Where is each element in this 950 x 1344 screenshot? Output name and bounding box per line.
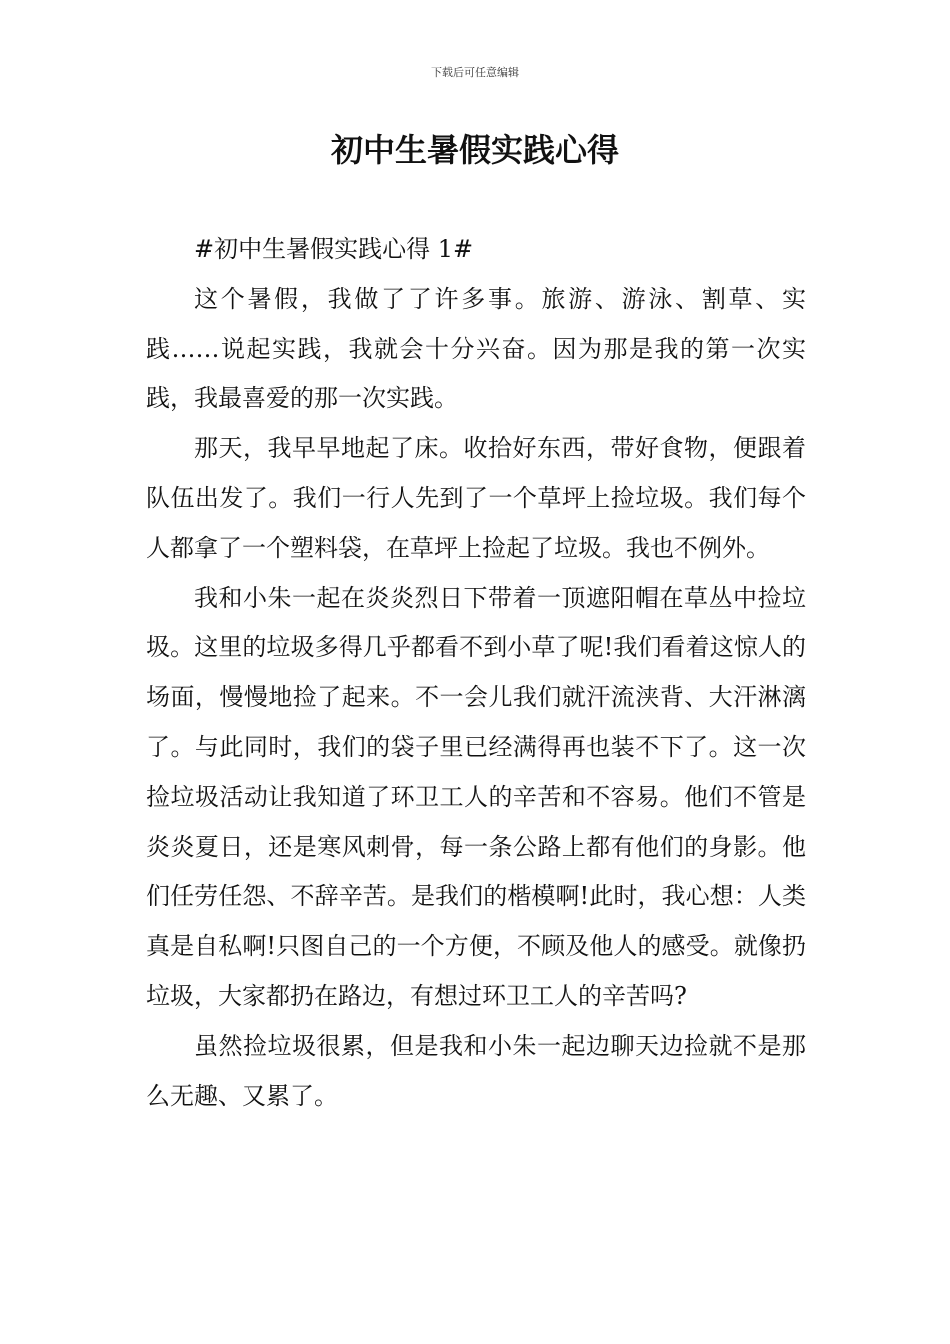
section-heading: #初中生暑假实践心得 1# — [194, 235, 474, 263]
document-title: 初中生暑假实践心得 — [330, 131, 619, 169]
body-paragraph: 这个暑假，我做了了许多事。旅游、游泳、割草、实践……说起实践，我就会十分兴奋。因为那是我的第一次实践，我最喜爱的那一次实践。 — [146, 284, 806, 413]
body-paragraph: 我和小朱一起在炎炎烈日下带着一顶遮阳帽在草丛中捡垃圾。这里的垃圾多得几乎都看不到小草了呢!我们看着这惊人的场面，慢慢地捡了起来。不一会儿我们就汗流浃背、大汗淋漓了。与此同时，我们的袋子里已经满得再也装不下了。这一次捡垃圾活动让我知道了环卫工人的辛苦和不容易。他们不管是炎炎夏日，还是寒风刺骨，每一条公路上都有他们的身影。他们任劳任怨、不辞辛苦。是我们的楷模啊!此时，我心想：人类真是自私啊!只图自己的一个方便，不顾及他人的感受。就像扔垃圾，大家都扔在路边，有想过环卫工人的辛苦吗? — [146, 583, 806, 1010]
body-paragraph: 虽然捡垃圾很累，但是我和小朱一起边聊天边捡就不是那么无趣、又累了。 — [146, 1031, 806, 1110]
body-paragraph: 那天，我早早地起了床。收拾好东西，带好食物，便跟着队伍出发了。我们一行人先到了一个草坪上捡垃圾。我们每个人都拿了一个塑料袋，在草坪上捡起了垃圾。我也不例外。 — [146, 434, 806, 562]
page-header-note: 下载后可任意编辑 — [431, 66, 519, 79]
document-body — [146, 225, 806, 1121]
